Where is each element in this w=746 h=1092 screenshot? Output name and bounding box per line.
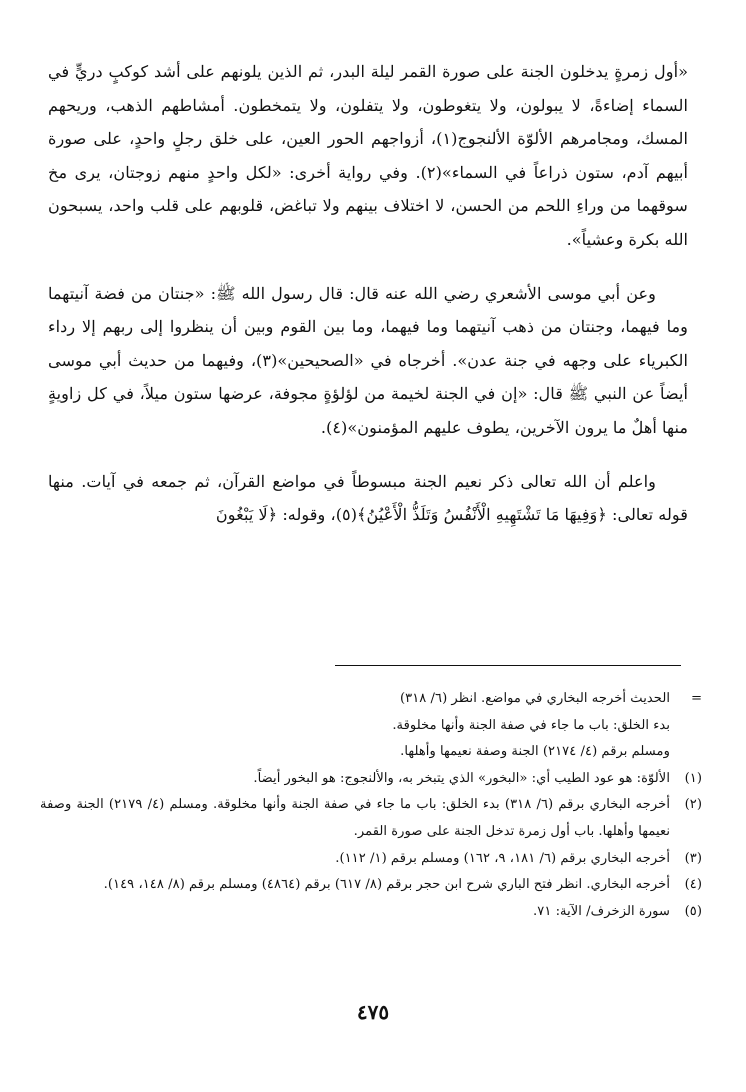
footnote-continuation-line-2 [40, 713, 702, 740]
footnote-marker: (٤) [684, 877, 702, 893]
footnote-text: أخرجه البخاري. انظر فتح الباري شرح ابن حجر برقم (٨/ ٦١٧) برقم (٤٨٦٤) ومسلم برقم (٨/ ١٤٨، ١٤٩). [103, 877, 670, 893]
page-number: ٤٧٥ [356, 1000, 390, 1024]
footnote-marker: (٣) [684, 850, 702, 866]
footnote-marker: (١) [684, 770, 702, 786]
paragraph-abu-musa-hadith: وعن أبي موسى الأشعري رضي الله عنه قال: قال رسول الله ﷺ: «جنتان من فضة آنيتهما وما فيهما، وجنتان من ذهب آنيتهما وما فيهما، وما بين القوم وبين أن ينظروا إلى ربهم إلا رداء الكبرياء على وجهه في جنة عدن». أخرجاه في «الصحيحين»(٣)، وفيهما من حديث أبي موسى أيضاً عن النبي ﷺ قال: «إن في الجنة لخيمة من لؤلؤةٍ مجوفة، عرضها ستون ميلاً، في كل زاويةٍ منها أهلٌ ما يرون الآخرين، يطوف عليهم المؤمنون»(٤). [48, 283, 688, 437]
footnote-marker: (٥) [684, 903, 702, 919]
footnote-3 [40, 846, 702, 873]
footnote-1 [40, 766, 702, 793]
footnote-text: الألوّة: هو عود الطيب أي: «البخور» الذي يتبخر به، والألنجوج: هو البخور أيضاً. [253, 770, 670, 786]
footnote-text: أخرجه البخاري برقم (٦/ ٣١٨) بدء الخلق: باب ما جاء في صفة الجنة وأنها مخلوقة. ومسلم (٤/ ٢١٧٩) الجنة وصفة نعيمها وأهلها. باب أول زمرة تدخل الجنة على صورة القمر. [40, 797, 670, 839]
footnotes [40, 686, 702, 925]
footnote-4 [40, 872, 702, 899]
footnote-text: سورة الزخرف/ الآية: ٧١. [533, 903, 670, 919]
paragraph-quran-verses: واعلم أن الله تعالى ذكر نعيم الجنة مبسوطاً في مواضع القرآن، ثم جمعه في آيات. منها قوله تعالى: ﴿وَفِيهَا مَا تَشْتَهِيهِ الْأَنْفُسُ وَتَلَذُّ الْأَعْيُنُ﴾(٥)، وقوله: ﴿لَا يَبْغُونَ [48, 471, 688, 525]
main-text [48, 55, 688, 552]
footnote-text: ومسلم برقم (٤/ ٢١٧٤) الجنة وصفة نعيمها وأهلها. [400, 744, 670, 760]
footnote-divider [335, 665, 681, 666]
footnote-5 [40, 899, 702, 926]
footnote-text: الحديث أخرجه البخاري في مواضع. انظر (٦/ ٣١٨) [399, 691, 670, 706]
footnote-2 [40, 792, 702, 845]
footnote-text: أخرجه البخاري برقم (٦/ ١٨١، ٩، ١٦٢) ومسلم برقم (١/ ١١٢). [335, 850, 670, 866]
footnote-marker: (٢) [684, 797, 702, 813]
paragraph-hadith-continuation: «أول زمرةٍ يدخلون الجنة على صورة القمر ليلة البدر، ثم الذين يلونهم على أشد كوكبٍ دريٍّ في السماء إضاءةً، لا يبولون، ولا يتغوطون، ولا يتفلون، ولا يتمخطون. أمشاطهم الذهب، وريحهم المسك، ومجامرهم الألوّة الألنجوج(١)، أزواجهم الحور العين، على خلق رجلٍ واحدٍ، على صورة أبيهم آدم، ستون ذراعاً في السماء»(٢). وفي رواية أخرى: «لكل واحدٍ منهم زوجتان، يرى مخ سوقهما من وراءِ اللحم من الحسن، لا اختلاف بينهم ولا تباغض، قلوبهم على قلب واحد، يسبحون الله بكرة وعشياً». [48, 62, 688, 249]
footnote-marker: = [690, 691, 702, 706]
footnote-continuation-line-3 [40, 739, 702, 766]
footnote-continuation [40, 686, 702, 713]
footnote-text: بدء الخلق: باب ما جاء في صفة الجنة وأنها مخلوقة. [392, 717, 670, 733]
